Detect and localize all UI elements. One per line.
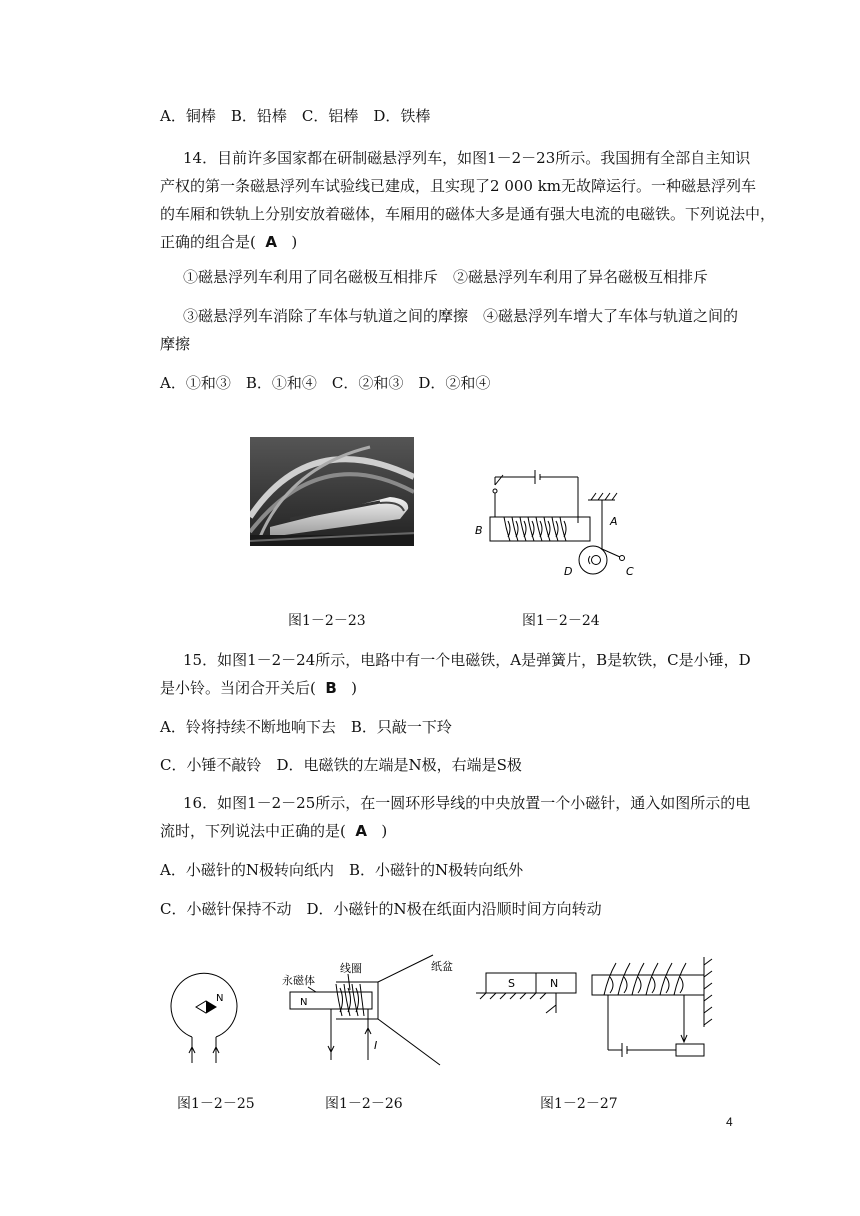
fig27-n-label: N: [550, 977, 559, 990]
q16-line1: 16．如图1－2－25所示，在一圆环形导线的中央放置一个小磁针，通入如图所示的电: [183, 794, 751, 812]
label-a: A: [610, 515, 618, 528]
q14-line1: 14．目前许多国家都在研制磁悬浮列车，如图1－2－23所示。我国拥有全部自主知识: [183, 149, 751, 167]
q14-statement-1-2: ①磁悬浮列车利用了同名磁极互相排斥 ②磁悬浮列车利用了异名磁极互相排斥: [183, 268, 709, 286]
fig26-current-label: I: [374, 1039, 378, 1052]
q15-options-cd: C．小锤不敲铃 D．电磁铁的左端是N极，右端是S极: [160, 756, 522, 774]
q14-answer: A: [265, 233, 278, 251]
fig26-magnet-label: 永磁体: [282, 974, 315, 987]
fig27-s-label: S: [508, 977, 515, 990]
q14-stem-end: 正确的组合是(: [160, 233, 256, 251]
q14-line2: 产权的第一条磁悬浮列车试验线已建成，且实现了2 000 km无故障运行。一种磁悬浮列车: [160, 177, 757, 195]
q16-options-cd: C．小磁针保持不动 D．小磁针的N极在纸面内沿顺时间方向转动: [160, 900, 602, 918]
q15-answer: B: [325, 679, 337, 697]
q16-options-ab: A．小磁针的N极转向纸内 B．小磁针的N极转向纸外: [160, 861, 524, 879]
fig26-n-label: N: [300, 997, 308, 1008]
q16-stem-end: 流时，下列说法中正确的是(: [160, 822, 346, 840]
label-c: C: [626, 565, 634, 578]
electric-bell-diagram: [470, 465, 645, 580]
q15-paren-close: ): [351, 679, 358, 697]
fig23-caption: 图1－2－23: [288, 613, 366, 629]
maglev-train-photo: [250, 437, 414, 546]
q14-statement-4-end: 摩擦: [160, 335, 191, 353]
q15-stem-end: 是小铃。当闭合开关后(: [160, 679, 316, 697]
fig27-caption: 图1－2－27: [540, 1096, 618, 1112]
q15-line2: [160, 677, 357, 699]
q14-statement-3-4: ③磁悬浮列车消除了车体与轨道之间的摩擦 ④磁悬浮列车增大了车体与轨道之间的: [183, 307, 739, 325]
q16-paren-close: ): [381, 822, 388, 840]
magnet-electromagnet-diagram: [476, 955, 721, 1065]
q14-options: A．①和③ B．①和④ C．②和③ D．②和④: [160, 374, 491, 392]
q15-line1: 15．如图1－2－24所示，电路中有一个电磁铁，A是弹簧片，B是软铁，C是小锤，D: [183, 651, 751, 669]
ring-wire-compass-diagram: [168, 965, 248, 1065]
fig24-caption: 图1－2－24: [522, 613, 600, 629]
label-b: B: [475, 524, 483, 537]
fig25-caption: 图1－2－25: [177, 1096, 255, 1112]
label-d: D: [564, 565, 573, 578]
fig26-cone-label: 纸盆: [431, 960, 453, 973]
q14-line3: 的车厢和铁轨上分别安放着磁体，车厢用的磁体大多是通有强大电流的电磁铁。下列说法中，: [160, 205, 776, 223]
q15-options-ab: A．铃将持续不断地响下去 B．只敲一下玲: [160, 718, 452, 736]
q14-line4: [160, 231, 297, 253]
q14-paren-close: ): [291, 233, 298, 251]
q16-line2: [160, 820, 387, 842]
fig26-caption: 图1－2－26: [325, 1096, 403, 1112]
fig26-coil-label: 线圈: [340, 962, 362, 975]
q13-options: A．铜棒 B．铅棒 C．铝棒 D．铁棒: [160, 107, 431, 125]
speaker-diagram: [278, 952, 458, 1067]
page-number: 4: [726, 1115, 733, 1129]
q16-answer: A: [355, 822, 368, 840]
fig25-n-label: N: [216, 993, 224, 1004]
